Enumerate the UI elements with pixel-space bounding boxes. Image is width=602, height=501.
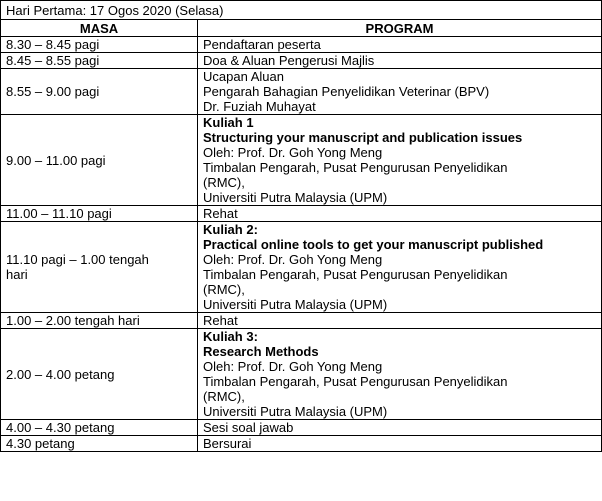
program-text: Ucapan Aluan — [203, 69, 284, 84]
program-cell — [198, 222, 602, 313]
program-text: Universiti Putra Malaysia (UPM) — [203, 190, 388, 205]
program-cell — [198, 69, 602, 115]
schedule-row — [1, 53, 602, 69]
schedule-row — [1, 222, 602, 313]
time-cell — [1, 313, 198, 329]
program-cell — [198, 206, 602, 222]
time-text: 2.00 – 4.00 petang — [6, 366, 115, 382]
program-text: (RMC), — [203, 175, 245, 190]
program-text: Bersurai — [203, 436, 252, 451]
program-text: Rehat — [203, 206, 238, 221]
schedule-row — [1, 206, 602, 222]
time-text: 11.10 pagi – 1.00 tengah — [6, 252, 149, 267]
program-text: Dr. Fuziah Muhayat — [203, 99, 316, 114]
program-cell — [198, 436, 602, 452]
program-heading: Kuliah 2: — [203, 222, 258, 237]
header-row — [1, 20, 602, 37]
program-text: Doa & Aluan Pengerusi Majlis — [203, 53, 375, 68]
time-text: hari — [6, 267, 28, 282]
time-cell — [1, 206, 198, 222]
time-text: 8.30 – 8.45 pagi — [6, 37, 100, 52]
program-heading: Kuliah 1 — [203, 115, 254, 130]
time-cell — [1, 436, 198, 452]
program-text: Timbalan Pengarah, Pusat Pengurusan Penyelidikan — [203, 267, 508, 282]
program-text: Universiti Putra Malaysia (UPM) — [203, 404, 388, 419]
program-text: Rehat — [203, 313, 238, 328]
column-header-time: MASA — [1, 20, 198, 37]
program-text: Pendaftaran peserta — [203, 37, 321, 52]
program-heading: Kuliah 3: — [203, 329, 258, 344]
time-text: 11.00 – 11.10 pagi — [6, 206, 112, 221]
program-text: Timbalan Pengarah, Pusat Pengurusan Penyelidikan — [203, 160, 508, 175]
time-text: 4.00 – 4.30 petang — [6, 420, 115, 435]
time-cell — [1, 69, 198, 115]
program-text: Timbalan Pengarah, Pusat Pengurusan Penyelidikan — [203, 374, 508, 389]
time-cell — [1, 420, 198, 436]
program-cell — [198, 420, 602, 436]
time-cell — [1, 115, 198, 206]
schedule-row — [1, 329, 602, 420]
time-text: 8.45 – 8.55 pagi — [6, 53, 100, 68]
program-text: Pengarah Bahagian Penyelidikan Veterinar (BPV) — [203, 84, 490, 99]
column-header-program: PROGRAM — [198, 20, 602, 37]
program-cell — [198, 37, 602, 53]
time-cell — [1, 37, 198, 53]
time-text: 4.30 petang — [6, 436, 75, 451]
program-cell — [198, 329, 602, 420]
program-cell — [198, 313, 602, 329]
program-cell — [198, 53, 602, 69]
program-text: Oleh: Prof. Dr. Goh Yong Meng — [203, 252, 383, 267]
schedule-row — [1, 37, 602, 53]
title-row — [1, 1, 602, 20]
program-text: Universiti Putra Malaysia (UPM) — [203, 297, 388, 312]
program-cell — [198, 115, 602, 206]
time-text: 9.00 – 11.00 pagi — [6, 152, 106, 168]
schedule-row — [1, 69, 602, 115]
time-cell — [1, 329, 198, 420]
schedule-row — [1, 436, 602, 452]
program-heading: Structuring your manuscript and publication issues — [203, 130, 523, 145]
schedule-row — [1, 313, 602, 329]
program-text: Oleh: Prof. Dr. Goh Yong Meng — [203, 359, 383, 374]
program-text: Sesi soal jawab — [203, 420, 294, 435]
schedule-row — [1, 420, 602, 436]
time-cell — [1, 222, 198, 313]
schedule-row — [1, 115, 602, 206]
program-text: Oleh: Prof. Dr. Goh Yong Meng — [203, 145, 383, 160]
time-text: 8.55 – 9.00 pagi — [6, 84, 100, 99]
program-heading: Practical online tools to get your manuscript published — [203, 237, 544, 252]
program-heading: Research Methods — [203, 344, 319, 359]
program-text: (RMC), — [203, 389, 245, 404]
time-cell — [1, 53, 198, 69]
schedule-title: Hari Pertama: 17 Ogos 2020 (Selasa) — [1, 1, 602, 20]
program-text: (RMC), — [203, 282, 245, 297]
time-text: 1.00 – 2.00 tengah hari — [6, 313, 140, 328]
